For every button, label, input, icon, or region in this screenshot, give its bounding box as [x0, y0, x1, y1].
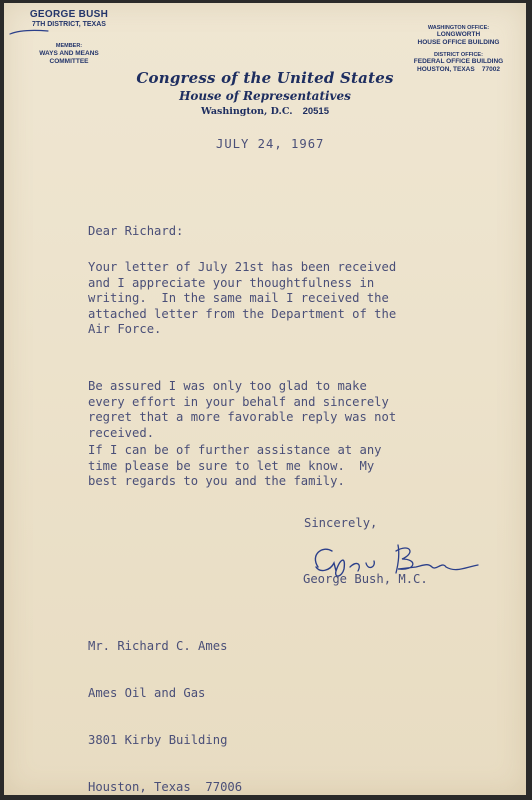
text-line: best regards to you and the family.	[88, 474, 345, 489]
district-office-line: FEDERAL OFFICE BUILDING	[413, 58, 504, 65]
text-line: If I can be of further assistance at any	[88, 443, 382, 457]
address-line: Ames Oil and Gas	[88, 685, 206, 700]
district-office-label: DISTRICT OFFICE:	[434, 52, 483, 58]
text-line: attached letter from the Department of the	[88, 306, 397, 321]
text-line: Be assured I was only too glad to make	[88, 379, 367, 393]
washington-office-line: LONGWORTH	[436, 31, 481, 38]
text-line: regret that a more favorable reply was not	[88, 410, 397, 425]
text-line: every effort in your behalf and sincerely	[88, 394, 389, 409]
body-paragraph-1	[88, 260, 488, 338]
closing: Sincerely,	[304, 516, 378, 530]
address-line: 3801 Kirby Building	[88, 732, 228, 747]
city-name: Washington, D.C.	[201, 106, 293, 117]
signatory-name: George Bush, M.C.	[303, 572, 428, 586]
address-line: Mr. Richard C. Ames	[88, 639, 228, 654]
letterhead-title-block	[4, 69, 526, 117]
house-title: House of Representatives	[179, 89, 351, 103]
text-line: time please be sure to let me know. My	[88, 458, 375, 473]
recipient-address	[88, 608, 242, 795]
representative-name: GEORGE BUSH	[29, 9, 109, 20]
text-line: writing. In the same mail I received the	[88, 291, 389, 306]
letterhead-left-block	[14, 9, 124, 66]
washington-office-label: WASHINGTON OFFICE:	[427, 25, 490, 31]
salutation: Dear Richard:	[88, 224, 184, 238]
committee-name: WAYS AND MEANS COMMITTEE	[39, 50, 99, 65]
text-line: received.	[88, 425, 155, 440]
text-line: and I appreciate your thoughtfulness in	[88, 275, 375, 290]
letter-date: JULY 24, 1967	[216, 137, 325, 151]
washington-office-line: HOUSE OFFICE BUILDING	[417, 39, 500, 46]
text-line: Your letter of July 21st has been received	[88, 260, 397, 274]
letterhead-offices-block	[411, 25, 506, 74]
letter-page	[4, 3, 526, 795]
committee-block	[14, 42, 124, 66]
district-office-line: HOUSTON, TEXAS 77002	[417, 66, 500, 73]
body-paragraph-3	[88, 443, 488, 490]
city-line	[4, 106, 526, 117]
member-label: MEMBER:	[55, 43, 83, 49]
congress-title: Congress of the United States	[136, 69, 394, 87]
body-paragraph-2	[88, 379, 488, 441]
text-line: Air Force.	[88, 322, 162, 337]
district-label: 7TH DISTRICT, TEXAS	[32, 21, 106, 28]
zip-code: 20515	[302, 106, 329, 117]
address-line: Houston, Texas 77006	[88, 779, 243, 794]
